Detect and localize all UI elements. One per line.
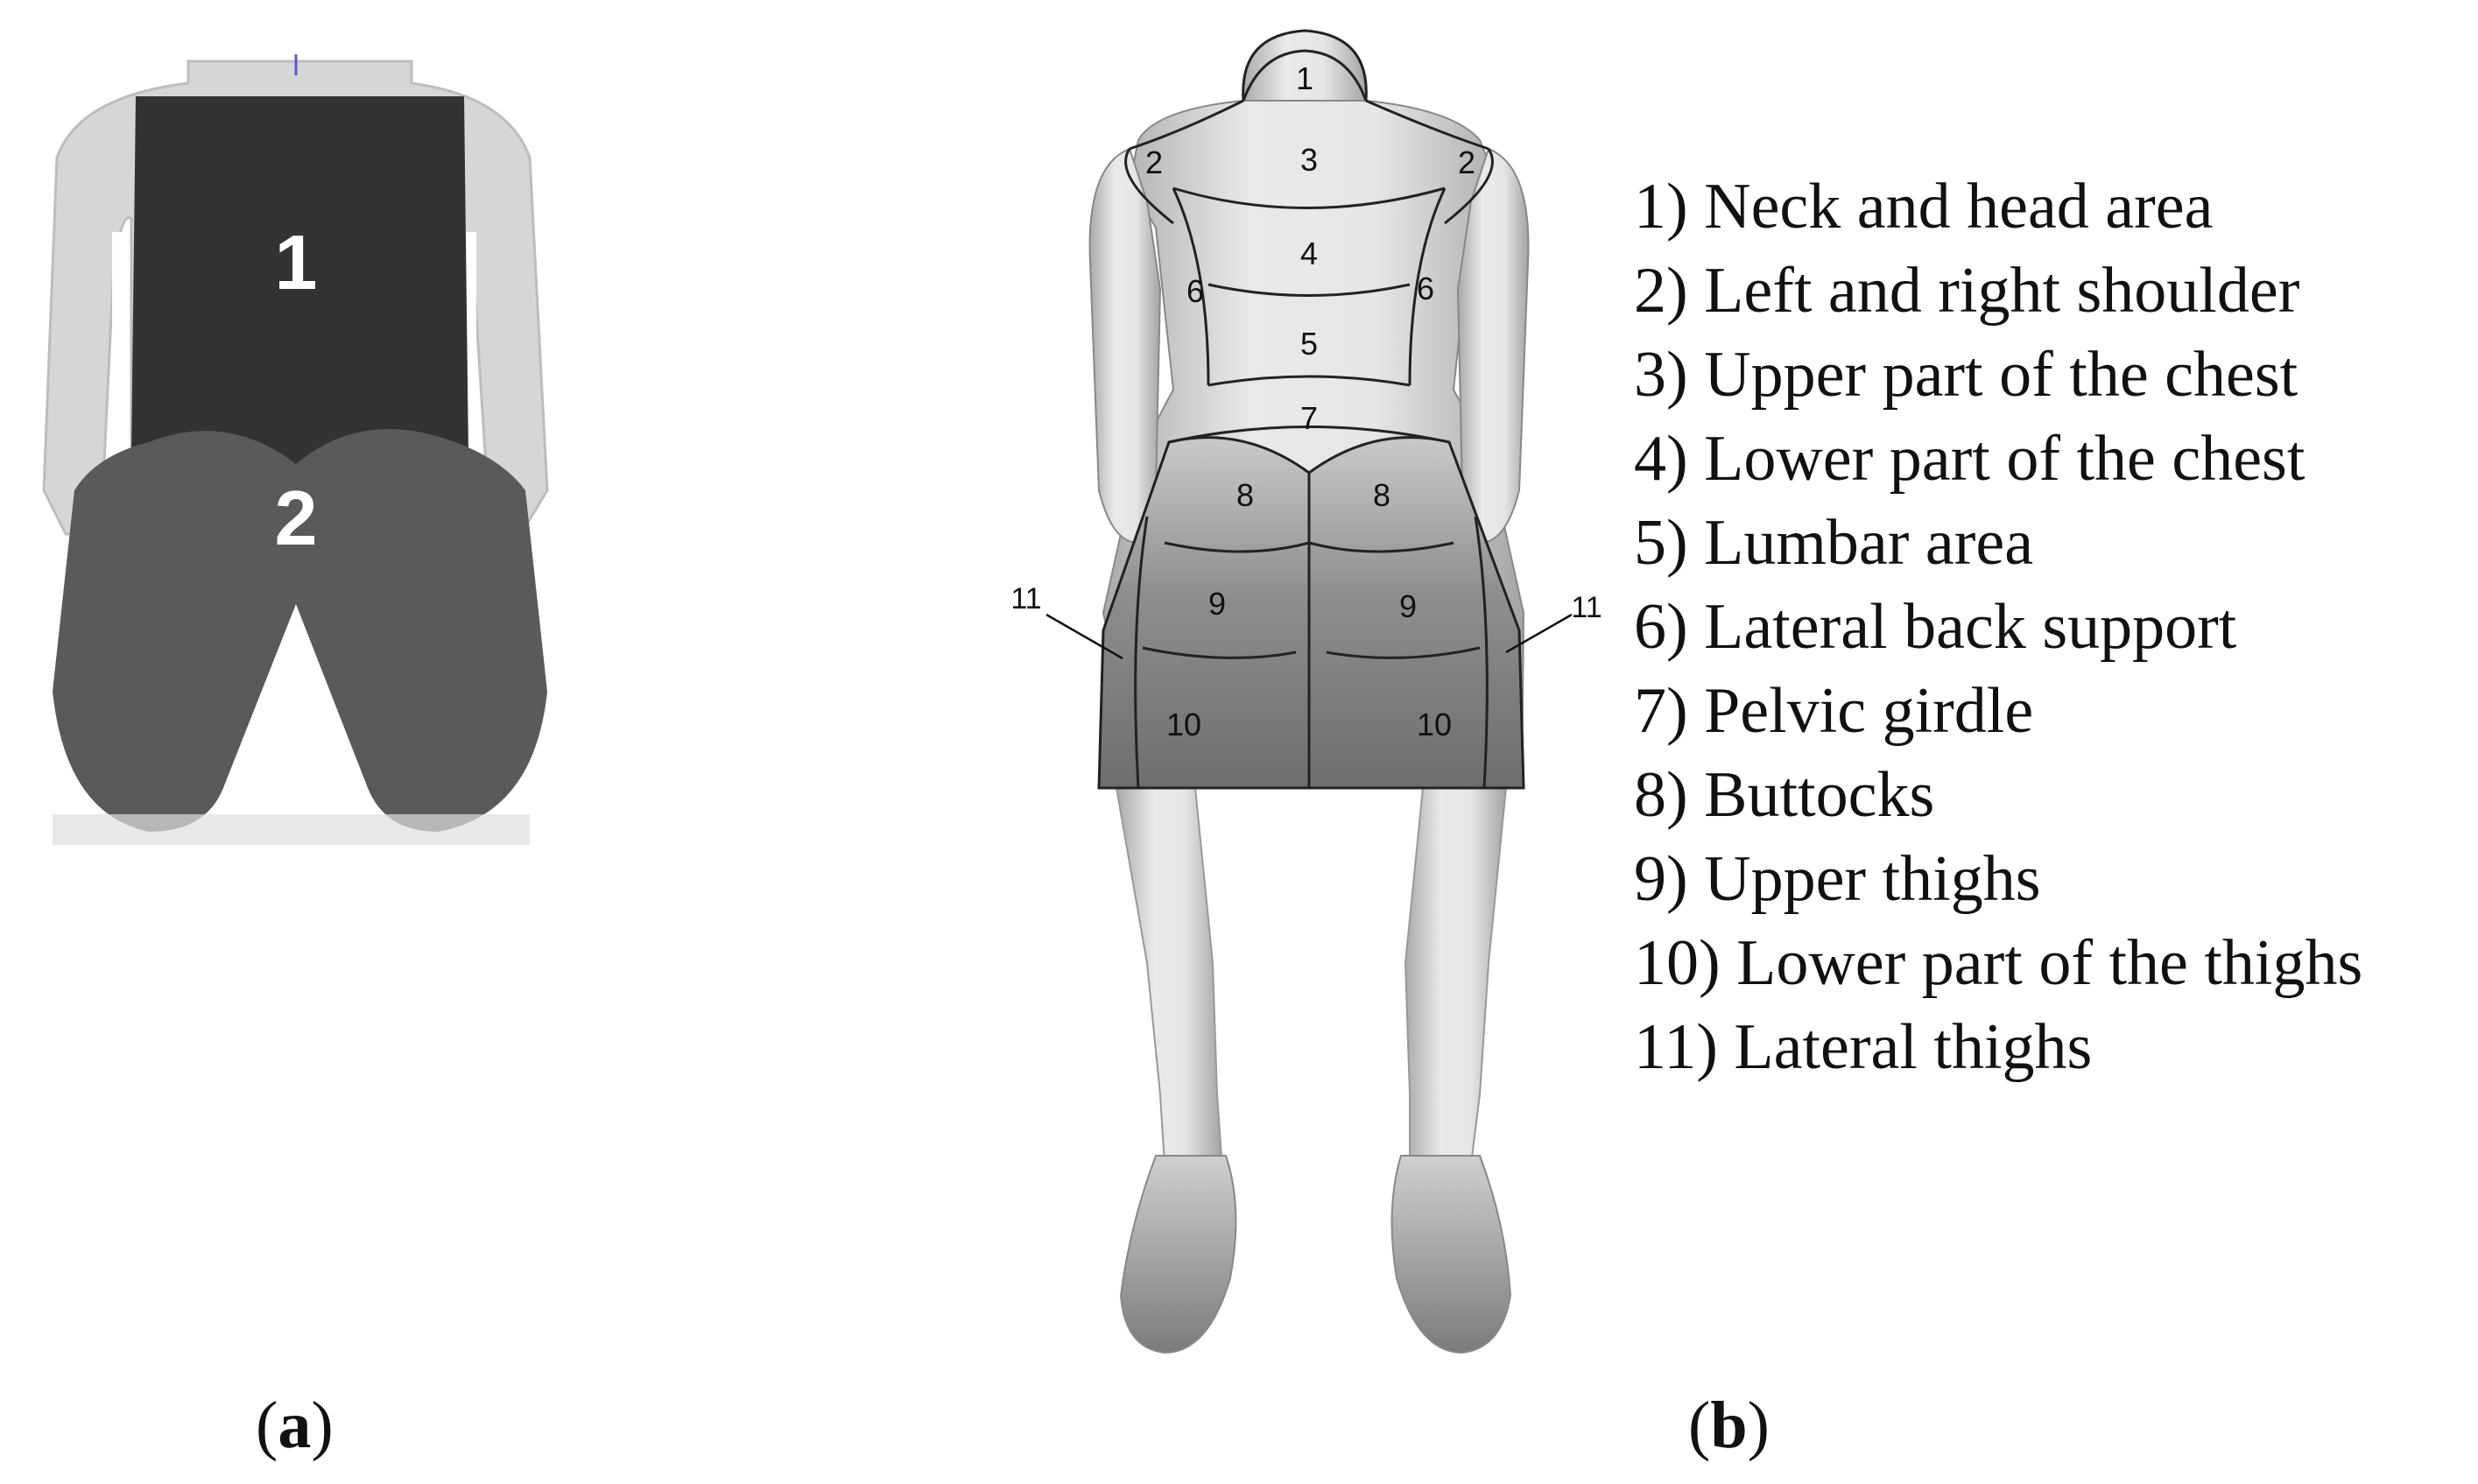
zone-label: 4 — [1299, 236, 1319, 271]
zone-label: 3 — [1299, 142, 1319, 178]
legend-item: 2) Left and right shoulder — [1634, 255, 2300, 327]
panel-a-zone-label: 2 — [274, 475, 318, 561]
panel-a-zone-2-base — [53, 814, 530, 845]
zone-label: 8 — [1372, 477, 1391, 513]
left-foot-shape — [1121, 1156, 1235, 1353]
panel-a-caption-letter: a — [278, 1389, 312, 1462]
legend-item: 7) Pelvic girdle — [1634, 675, 2034, 747]
zone-legend — [1634, 165, 2362, 1089]
zone-label: 1 — [1295, 60, 1314, 96]
zone-label: 8 — [1235, 477, 1255, 513]
right-foot-shape — [1392, 1156, 1510, 1353]
legend-item: 8) Buttocks — [1634, 759, 1935, 831]
panel-a-arm-slot-left — [112, 232, 128, 363]
zone-label: 2 — [1457, 144, 1476, 180]
panel-a-caption: (a) — [256, 1389, 334, 1462]
legend-item: 5) Lumbar area — [1634, 507, 2034, 579]
panel-a-zone-label: 1 — [274, 219, 318, 306]
legend-item: 11) Lateral thighs — [1634, 1011, 2093, 1083]
zone-label: 6 — [1186, 273, 1205, 309]
panel-a-figure — [44, 54, 547, 845]
zone-label: 6 — [1416, 271, 1435, 306]
panel-b-caption: (b) — [1688, 1389, 1770, 1462]
legend-item: 10) Lower part of the thighs — [1634, 927, 2363, 999]
legend-item: 1) Neck and head area — [1634, 171, 2214, 243]
panel-b-caption-letter: b — [1710, 1389, 1748, 1462]
legend-item: 9) Upper thighs — [1634, 843, 2041, 915]
zone-label: 2 — [1144, 144, 1164, 180]
zone-label: 9 — [1207, 586, 1227, 622]
right-leg-shape — [1405, 788, 1506, 1164]
zone-label: 10 — [1416, 707, 1453, 742]
legend-item: 4) Lower part of the chest — [1634, 423, 2306, 495]
zone-label: 7 — [1299, 400, 1319, 436]
left-leg-shape — [1116, 788, 1221, 1164]
zone-label: 9 — [1398, 588, 1418, 624]
zone-label: 11 — [1571, 591, 1602, 624]
legend-item: 3) Upper part of the chest — [1634, 339, 2298, 411]
zone-label: 10 — [1165, 707, 1202, 742]
legend-item: 6) Lateral back support — [1634, 591, 2237, 663]
zone-label: 5 — [1299, 326, 1319, 362]
panel-b-figure — [1010, 31, 1602, 1353]
zone-label: 11 — [1010, 582, 1042, 615]
